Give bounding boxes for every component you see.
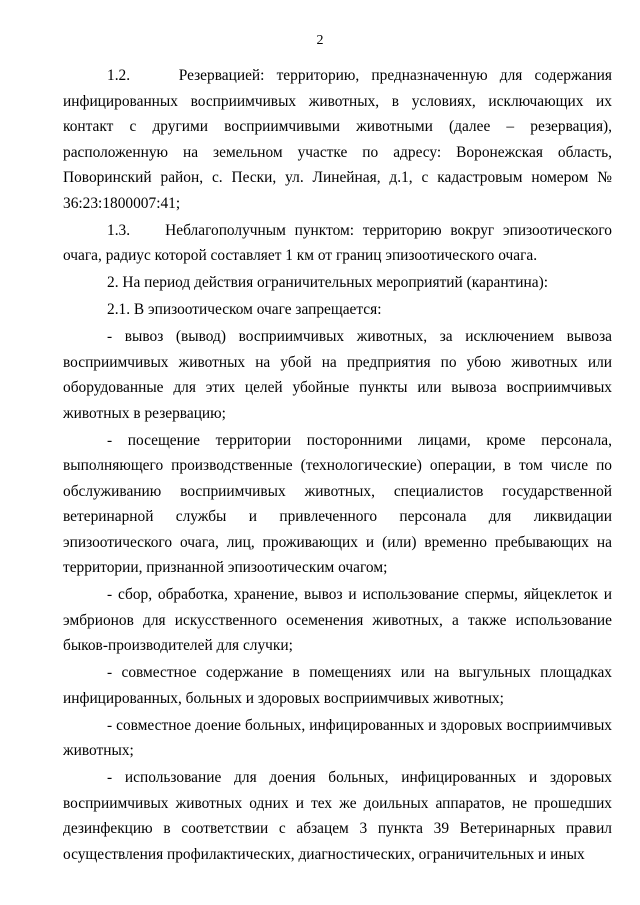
list-item-milking-equipment-ban: - использование для доения больных, инфицированных и здоровых восприимчивых животных одних и тех же доильных аппаратов, не прошедших дезинфекцию в соответствии с абзацем 3 пункта 39 Ветеринарных правил осуществления профилактических, диагностических, ограничительных и иных — [63, 769, 612, 863]
paragraph-1-2-reservation: 1.2. Резервацией: территорию, предназначенную для содержания инфицированных восприимчивых животных, в условиях, исключающих их контакт с другими восприимчивыми животными (далее – резервация), расположенную на земельном участке по адресу: Воронежская область, Поворинский район, с. Пески, ул. Линейная, д.1, с кадастровым номером № 36:23:1800007:41; — [63, 67, 612, 212]
list-item-joint-milking-ban: - совместное доение больных, инфицированных и здоровых восприимчивых животных; — [63, 716, 612, 759]
document-body — [63, 63, 612, 869]
list-item-joint-keeping-ban: - совместное содержание в помещениях или на выгульных площадках инфицированных, больных и здоровых восприимчивых животных; — [63, 664, 612, 707]
list-item-export-ban: - вывоз (вывод) восприимчивых животных, за исключением вывоза восприимчивых животных на убой на предприятия по убою животных или оборудованные для этих целей убойные пункты или вывоза восприимчивых животных в резервацию; — [63, 328, 612, 422]
paragraph-2-1-heading: 2.1. В эпизоотическом очаге запрещается: — [107, 301, 382, 318]
paragraph-2-heading: 2. На период действия ограничительных мероприятий (карантина): — [107, 274, 549, 291]
paragraph-1-3-unfavorable-point: 1.3. Неблагополучным пунктом: территорию вокруг эпизоотического очага, радиус которой составляет 1 км от границ эпизоотического очага. — [63, 221, 612, 264]
list-item-visit-ban: - посещение территории посторонними лицами, кроме персонала, выполняющего производственные (технологические) операции, в том числе по обслуживанию восприимчивых животных, специалистов государственной ветеринарной службы и привлеченного персонала для ликвидации эпизоотического очага, лиц, проживающих и (или) временно пребывающих на территории, признанной эпизоотическим очагом; — [63, 431, 612, 576]
list-item-semen-ban: - сбор, обработка, хранение, вывоз и использование спермы, яйцеклеток и эмбрионов для искусственного осеменения животных, а также использование быков-производителей для случки; — [63, 586, 612, 654]
page-number: 2 — [316, 33, 324, 48]
